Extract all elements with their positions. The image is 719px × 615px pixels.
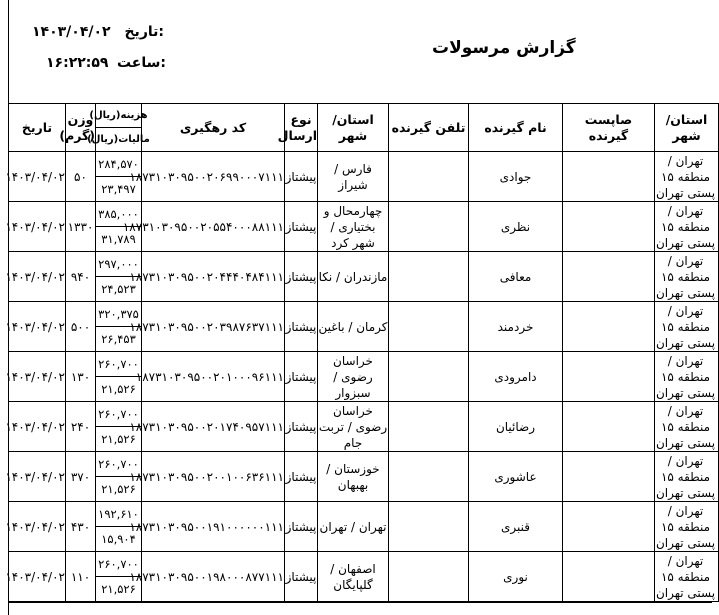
cell-tracking-code: ۱۸۷۳۱۰۳۰۹۵۰۰۱۹۱۰۰۰۰۰۰۱۱۱ [142,502,285,552]
cell-province-city: خراسان رضوی / سبزوار [318,352,389,402]
cell-recipient-phone [389,252,469,302]
cell-cost: ۳۸۵,۰۰۰ [96,202,141,227]
cell-send-type: پیشتاز [285,402,318,452]
cell-tax: ۲۱,۵۲۶ [101,582,136,596]
cell-send-type: پیشتاز [285,552,318,602]
cell-recipient-phone [389,152,469,202]
cell-cost-tax [96,402,142,452]
cell-tax: ۱۵,۹۰۴ [101,532,136,546]
cell-cost: ۲۶۰,۷۰۰ [96,452,141,477]
cell-cost: ۲۶۰,۷۰۰ [96,402,141,427]
cell-weight: ۳۷۰ [66,452,96,502]
cell-cost-tax [96,352,142,402]
table-row [9,502,719,552]
cell-destination: تهران / منطقه ۱۵ پستی تهران [655,452,719,502]
cell-cost-tax [96,552,142,602]
cell-tracking-code: ۱۸۷۳۱۰۳۰۹۵۰۰۲۰۳۹۸۷۶۳۷۱۱۱ [142,302,285,352]
cell-weight: ۵۰۰ [66,302,96,352]
cell-date: ۱۴۰۳/۰۴/۰۲ [9,552,66,602]
col-province-city: استان/ شهر [318,104,389,152]
cell-recipient-phone [389,502,469,552]
cell-cost: ۲۹۷,۰۰۰ [96,252,141,277]
cell-date: ۱۴۰۳/۰۴/۰۲ [9,252,66,302]
cell-weight: ۴۳۰ [66,502,96,552]
cell-province-city: مازندران / نکا [318,252,389,302]
shipments-table [5,103,719,602]
cell-recipient-phone [389,352,469,402]
cell-tracking-code: ۱۸۷۳۱۰۳۰۹۵۰۰۲۰۰۱۰۰۶۳۶۱۱۱ [142,452,285,502]
report-title: گزارش مرسولات [432,38,576,58]
cell-recipient-phone [389,552,469,602]
cell-destination: تهران / منطقه ۱۵ پستی تهران [655,402,719,452]
cell-sender-zip [563,302,655,352]
cell-weight: ۱۳۰ [66,352,96,402]
cell-province-city: کرمان / باغین [318,302,389,352]
cell-province-city: خراسان رضوی / تربت جام [318,403,388,450]
cell-tax: ۳۱,۷۸۹ [101,232,136,246]
cell-province-city: چهارمحال و بختیاری / شهر کرد [318,202,389,252]
cell-tracking-code: ۱۸۷۳۱۰۳۰۹۵۰۰۱۹۸۰۰۰۸۷۷۱۱۱ [142,552,285,602]
cell-province-city: خوزستان / بهبهان [318,452,389,502]
cell-send-type: پیشتاز [285,302,318,352]
cell-destination: تهران / منطقه ۱۵ پستی تهران [655,552,719,602]
cell-recipient-name: جوادی [469,152,563,202]
table-row [9,402,719,452]
cell-destination: تهران / منطقه ۱۵ پستی تهران [655,502,719,552]
cell-destination: تهران / منطقه ۱۵ پستی تهران [655,352,719,402]
cell-sender-zip [563,452,655,502]
cell-tracking-code: ۱۸۷۳۱۰۳۰۹۵۰۰۲۰۱۰۰۰۹۶۱۱۱ [142,352,285,402]
table-row [9,452,719,502]
cell-date: ۱۴۰۳/۰۴/۰۲ [9,452,66,502]
cell-province-city: فارس / شیراز [318,152,389,202]
cell-cost-tax [96,502,142,552]
cell-date: ۱۴۰۳/۰۴/۰۲ [9,302,66,352]
cell-cost-tax [96,452,142,502]
col-tax-label: مالیات(ریال) [87,133,150,145]
cell-cost-tax [96,302,142,352]
cell-cost: ۳۲۰,۳۷۵ [96,302,141,327]
table-row [9,152,719,202]
cell-tax: ۲۱,۵۲۶ [101,482,136,496]
col-send-type: نوع ارسال [285,104,318,152]
cell-cost: ۲۸۴,۵۷۰ [96,152,141,177]
cell-weight: ۹۴۰ [66,252,96,302]
cell-sender-zip [563,152,655,202]
cell-recipient-name: خردمند [469,302,563,352]
cell-send-type: پیشتاز [285,152,318,202]
cell-date: ۱۴۰۳/۰۴/۰۲ [9,402,66,452]
cell-recipient-name: نظری [469,202,563,252]
table-row [9,352,719,402]
cell-cost: ۱۹۲,۶۱۰ [96,502,141,527]
cell-sender-zip [563,502,655,552]
cell-send-type: پیشتاز [285,352,318,402]
date-label: تاریخ: [124,24,164,40]
cell-recipient-phone [389,202,469,252]
cell-weight: ۱۳۳۰ [66,202,96,252]
cell-destination: تهران / منطقه ۱۵ پستی تهران [655,202,719,252]
cell-tracking-code: ۱۸۷۳۱۰۳۰۹۵۰۰۲۰۱۷۴۰۹۵۷۱۱۱ [142,402,285,452]
cell-recipient-name: عاشوری [469,452,563,502]
cell-recipient-name: دامرودی [469,352,563,402]
cell-weight: ۵۰ [66,152,96,202]
col-tracking: کد رهگیری [142,104,285,152]
cell-sender-zip [563,402,655,452]
cell-sender-zip [563,202,655,252]
cell-recipient-name: معافی [469,252,563,302]
cell-tracking-code: ۱۸۷۳۱۰۳۰۹۵۰۰۲۰۵۵۴۰۰۰۸۸۱۱۱ [142,202,285,252]
cell-recipient-phone [389,402,469,452]
cell-send-type: پیشتاز [285,452,318,502]
cell-recipient-phone [389,302,469,352]
table-row [9,202,719,252]
cell-recipient-name: نوری [469,552,563,602]
table-row [9,302,719,352]
col-date: تاریخ [9,104,66,152]
cell-cost-tax [96,152,142,202]
cell-sender-zip [563,352,655,402]
cell-tracking-code: ۱۸۷۳۱۰۳۰۹۵۰۰۲۰۶۹۹۰۰۰۷۱۱۱ [142,152,285,202]
cell-tax: ۲۳,۴۹۷ [101,182,136,196]
cell-province-city: تهران / تهران [318,502,389,552]
cell-cost-tax [96,252,142,302]
cell-recipient-name: رضائیان [469,402,563,452]
cell-tax: ۲۴,۵۲۳ [101,282,136,296]
cell-sender-zip [563,552,655,602]
cell-destination: تهران / منطقه ۱۵ پستی تهران [655,302,719,352]
col-cost-label: هزینه(ریال) [96,104,141,128]
cell-province-city: اصفهان / گلپایگان [318,552,389,602]
cell-sender-zip [563,252,655,302]
cell-cost: ۲۶۰,۷۰۰ [96,352,141,377]
col-dest: استان/ شهر [655,104,719,152]
date-value: ۱۴۰۳/۰۴/۰۲ [32,24,111,40]
table-row [9,252,719,302]
time-value: ۱۶:۲۲:۵۹ [46,55,109,71]
cell-date: ۱۴۰۳/۰۴/۰۲ [9,352,66,402]
col-recipient-phone: تلفن گیرنده [389,104,469,152]
cell-date: ۱۴۰۳/۰۴/۰۲ [9,502,66,552]
cell-send-type: پیشتاز [285,252,318,302]
table-header-row [9,104,719,152]
cell-date: ۱۴۰۳/۰۴/۰۲ [9,152,66,202]
cell-recipient-name: قنبری [469,502,563,552]
cell-weight: ۲۴۰ [66,402,96,452]
cell-tax: ۲۱,۵۲۶ [101,432,136,446]
col-weight: وزن (گرم) [66,104,96,152]
cell-tracking-code: ۱۸۷۳۱۰۳۰۹۵۰۰۲۰۴۴۴۰۴۸۴۱۱۱ [142,252,285,302]
cell-send-type: پیشتاز [285,202,318,252]
cell-destination: تهران / منطقه ۱۵ پستی تهران [655,252,719,302]
table-row [9,552,719,602]
cell-tax: ۲۶,۴۵۳ [101,332,136,346]
col-recipient-name: نام گیرنده [469,104,563,152]
cell-send-type: پیشتاز [285,502,318,552]
cell-destination: تهران / منطقه ۱۵ پستی تهران [655,152,719,202]
cell-weight: ۱۱۰ [66,552,96,602]
page-bottom-border [8,602,712,603]
cell-cost-tax [96,202,142,252]
col-sender-zip: صاپست گیرنده [563,104,655,152]
cell-cost: ۲۶۰,۷۰۰ [96,552,141,577]
time-label: ساعت: [116,55,166,71]
cell-tax: ۲۱,۵۲۶ [101,382,136,396]
cell-recipient-phone [389,452,469,502]
cell-date: ۱۴۰۳/۰۴/۰۲ [9,202,66,252]
col-cost [87,104,150,152]
